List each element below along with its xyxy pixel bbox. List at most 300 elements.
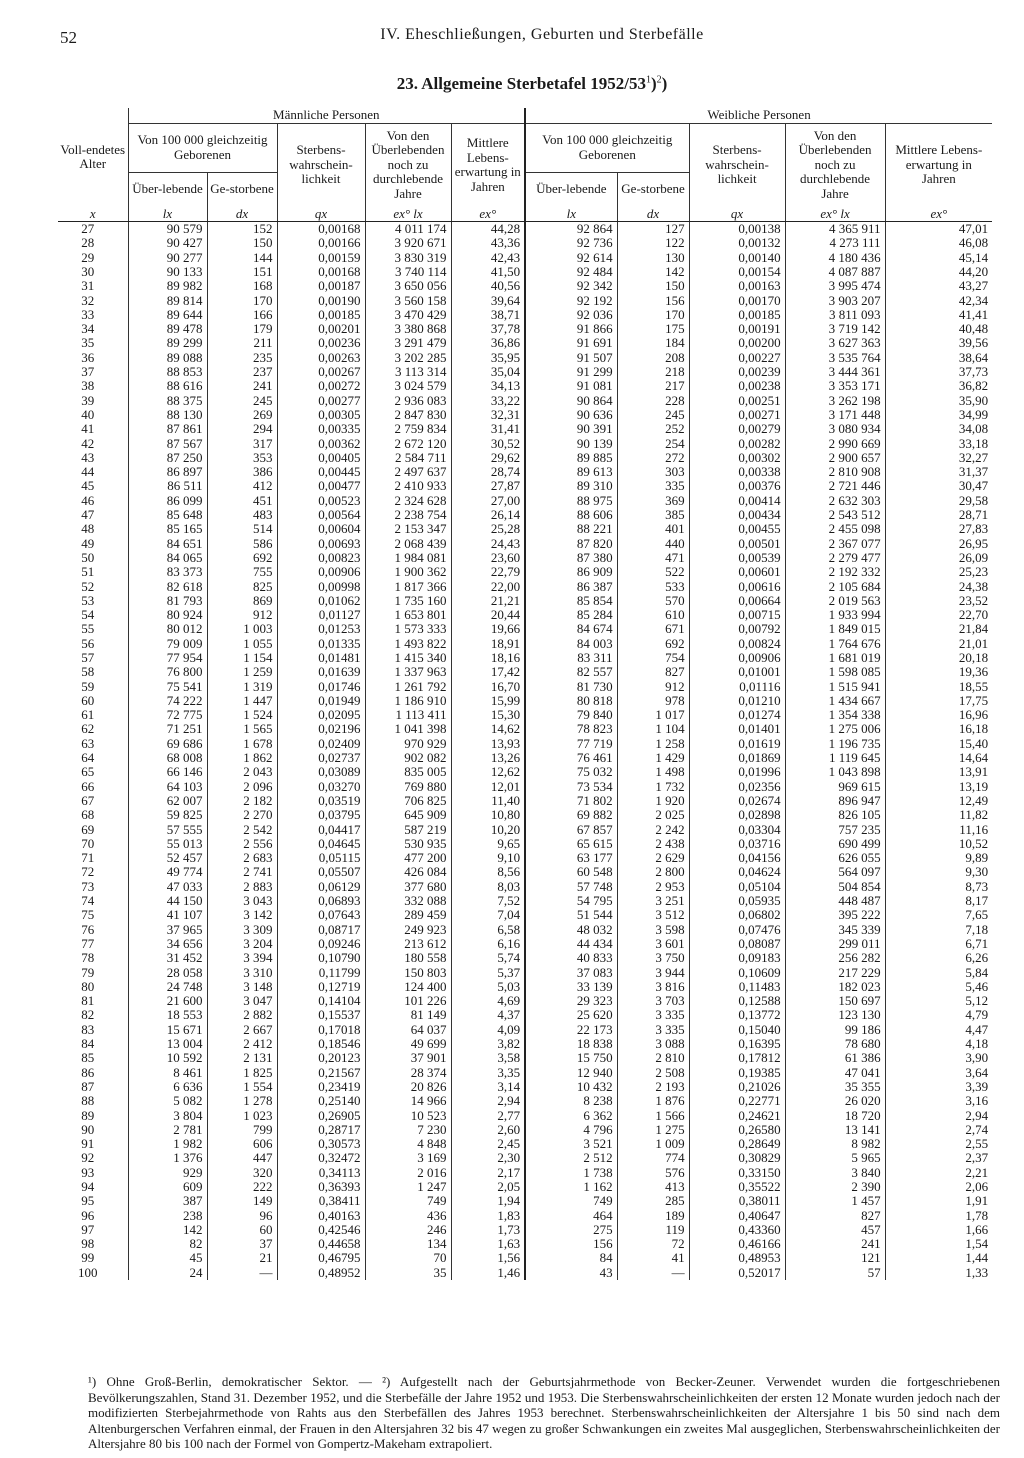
cell-female-survivors: 10 432 [525, 1080, 617, 1094]
cell-female-survivors: 2 512 [525, 1151, 617, 1165]
cell-male-deaths: 3 043 [207, 894, 277, 908]
cell-female-survivors: 156 [525, 1237, 617, 1251]
cell-male-prob: 0,21567 [277, 1066, 365, 1080]
header-female-survivors: Über-lebende [525, 172, 617, 207]
header-female-group: Weibliche Personen [525, 108, 992, 123]
sym-x: x [58, 207, 128, 222]
cell-male-survivors: 62 007 [128, 794, 207, 808]
cell-male-prob: 0,01062 [277, 594, 365, 608]
table-row [58, 865, 992, 879]
sym-female-ex: ex° [885, 207, 992, 222]
cell-male-prob: 0,01746 [277, 680, 365, 694]
cell-female-survivors: 25 620 [525, 1008, 617, 1022]
cell-male-expectancy: 15,99 [451, 694, 525, 708]
header-age: Voll-endetes Alter [60, 141, 126, 172]
cell-male-prob: 0,00906 [277, 565, 365, 579]
cell-female-prob: 0,01869 [689, 751, 785, 765]
cell-male-deaths: 1 259 [207, 665, 277, 679]
cell-female-prob: 0,00414 [689, 494, 785, 508]
cell-female-prob: 0,01996 [689, 765, 785, 779]
cell-male-deaths: 2 412 [207, 1037, 277, 1051]
cell-female-prob: 0,21026 [689, 1080, 785, 1094]
cell-female-remaining: 2 279 477 [785, 551, 885, 565]
cell-female-expectancy: 39,56 [885, 336, 992, 350]
cell-female-remaining: 1 196 735 [785, 737, 885, 751]
table-row [58, 1051, 992, 1065]
cell-female-deaths: 533 [617, 580, 689, 594]
cell-female-survivors: 84 003 [525, 637, 617, 651]
cell-female-deaths: 252 [617, 422, 689, 436]
cell-age: 27 [81, 221, 95, 237]
cell-female-expectancy: 43,27 [885, 279, 992, 293]
table-row [58, 322, 992, 336]
cell-female-deaths: 2 025 [617, 808, 689, 822]
cell-female-remaining: 256 282 [785, 951, 885, 965]
cell-male-deaths: 3 148 [207, 980, 277, 994]
cell-male-expectancy: 4,09 [451, 1023, 525, 1037]
table-row [58, 379, 992, 393]
cell-male-survivors: 68 008 [128, 751, 207, 765]
cell-male-prob: 0,00604 [277, 522, 365, 536]
cell-age: 58 [81, 664, 95, 680]
cell-male-survivors: 5 082 [128, 1094, 207, 1108]
cell-female-prob: 0,00616 [689, 580, 785, 594]
table-row [58, 236, 992, 250]
cell-female-deaths: 254 [617, 437, 689, 451]
cell-female-remaining: 2 019 563 [785, 594, 885, 608]
cell-female-prob: 0,43360 [689, 1223, 785, 1237]
cell-male-expectancy: 1,56 [451, 1251, 525, 1265]
cell-male-remaining: 2 410 933 [365, 479, 451, 493]
cell-male-prob: 0,04417 [277, 823, 365, 837]
cell-female-prob: 0,00271 [689, 408, 785, 422]
cell-age: 89 [81, 1107, 95, 1123]
cell-male-survivors: 80 012 [128, 622, 207, 636]
cell-female-deaths: 1 566 [617, 1109, 689, 1123]
cell-age: 54 [81, 607, 95, 623]
cell-male-survivors: 10 592 [128, 1051, 207, 1065]
cell-male-survivors: 2 781 [128, 1123, 207, 1137]
cell-female-expectancy: 30,47 [885, 479, 992, 493]
cell-male-expectancy: 1,94 [451, 1194, 525, 1208]
footnote-text: ¹) Ohne Groß-Berlin, demokratischer Sektor. — ²) Aufgestellt nach der Geburtsjahrmethode von Becker-Zeuner. Verwendet wurden die fortgeschriebenen Bevölkerungszahlen, Stand 31. Dezember 1952, und die Sterbefälle der Jahre 1952 und 1953. Die Sterbenswahrscheinlichkeiten der ersten 12 Monate wurden jedoch nach der modifizierten Sterbejahrmethode von Rahts aus den Sterbefällen des Jahres 1953 berechnet. Sterbenswahrscheinlichkeiten der Altersjahre 1 bis 50 sind nach dem Altenburgerschen Verfahren einmal, der Frauen in den Altersjahren 32 bis 47 wegen zu großer Schwankungen ein zweites Mal ausgeglichen, Sterbenswahrscheinlichkeiten der Altersjahre 80 bis 100 nach der Formel von Gompertz-Makeham extrapoliert. [88, 1374, 1000, 1451]
cell-male-remaining: 426 084 [365, 865, 451, 879]
cell-male-remaining: 49 699 [365, 1037, 451, 1051]
cell-male-deaths: 1 565 [207, 722, 277, 736]
cell-female-survivors: 48 032 [525, 923, 617, 937]
cell-age: 45 [81, 478, 95, 494]
cell-male-survivors: 90 427 [128, 236, 207, 250]
cell-male-prob: 0,11799 [277, 966, 365, 980]
cell-female-expectancy: 41,41 [885, 308, 992, 322]
cell-female-expectancy: 1,91 [885, 1194, 992, 1208]
header-male-remaining: Von den Überlebenden noch zu durchlebende Jahre [365, 123, 451, 207]
cell-male-remaining: 1 984 081 [365, 551, 451, 565]
cell-male-remaining: 4 011 174 [365, 222, 451, 237]
cell-female-survivors: 85 854 [525, 594, 617, 608]
cell-age: 98 [81, 1236, 95, 1252]
cell-female-survivors: 91 866 [525, 322, 617, 336]
cell-female-survivors: 89 613 [525, 465, 617, 479]
cell-age: 90 [81, 1121, 95, 1137]
cell-male-expectancy: 17,42 [451, 665, 525, 679]
cell-female-prob: 0,00539 [689, 551, 785, 565]
cell-male-remaining: 64 037 [365, 1023, 451, 1037]
cell-male-remaining: 2 936 083 [365, 394, 451, 408]
cell-female-survivors: 275 [525, 1223, 617, 1237]
cell-age: 66 [81, 778, 95, 794]
cell-age: 93 [81, 1164, 95, 1180]
cell-male-survivors: 47 033 [128, 880, 207, 894]
cell-female-expectancy: 22,70 [885, 608, 992, 622]
cell-female-expectancy: 27,83 [885, 522, 992, 536]
cell-female-deaths: 413 [617, 1180, 689, 1194]
cell-male-remaining: 477 200 [365, 851, 451, 865]
cell-female-expectancy: 47,01 [885, 222, 992, 237]
cell-female-remaining: 3 080 934 [785, 422, 885, 436]
table-row [58, 465, 992, 479]
cell-male-prob: 0,17018 [277, 1023, 365, 1037]
cell-male-expectancy: 37,78 [451, 322, 525, 336]
cell-male-remaining: 14 966 [365, 1094, 451, 1108]
cell-male-survivors: 88 130 [128, 408, 207, 422]
cell-female-deaths: 774 [617, 1151, 689, 1165]
cell-age: 97 [81, 1221, 95, 1237]
cell-male-prob: 0,18546 [277, 1037, 365, 1051]
cell-male-survivors: 89 088 [128, 351, 207, 365]
cell-male-remaining: 1 041 398 [365, 722, 451, 736]
cell-age: 57 [81, 650, 95, 665]
cell-male-deaths: 166 [207, 308, 277, 322]
cell-age: 83 [81, 1021, 95, 1037]
table-row [58, 1223, 992, 1237]
cell-female-deaths: 912 [617, 680, 689, 694]
cell-male-deaths: 412 [207, 479, 277, 493]
cell-female-prob: 0,01401 [689, 722, 785, 736]
cell-female-remaining: 457 [785, 1223, 885, 1237]
cell-age: 36 [81, 349, 95, 365]
cell-male-expectancy: 35,04 [451, 365, 525, 379]
cell-male-expectancy: 5,74 [451, 951, 525, 965]
cell-male-survivors: 57 555 [128, 823, 207, 837]
cell-female-survivors: 78 823 [525, 722, 617, 736]
cell-female-remaining: 18 720 [785, 1109, 885, 1123]
cell-female-expectancy: 3,16 [885, 1094, 992, 1108]
cell-male-expectancy: 2,94 [451, 1094, 525, 1108]
cell-female-deaths: 208 [617, 351, 689, 365]
cell-male-prob: 0,40163 [277, 1209, 365, 1223]
cell-male-prob: 0,25140 [277, 1094, 365, 1108]
cell-female-expectancy: 15,40 [885, 737, 992, 751]
cell-female-deaths: 978 [617, 694, 689, 708]
cell-female-deaths: 3 512 [617, 908, 689, 922]
cell-female-remaining: 78 680 [785, 1037, 885, 1051]
cell-female-prob: 0,07476 [689, 923, 785, 937]
cell-male-deaths: 3 142 [207, 908, 277, 922]
cell-male-remaining: 706 825 [365, 794, 451, 808]
cell-female-survivors: 63 177 [525, 851, 617, 865]
cell-female-survivors: 84 674 [525, 622, 617, 636]
cell-female-expectancy: 23,52 [885, 594, 992, 608]
cell-male-survivors: 89 299 [128, 336, 207, 350]
cell-female-deaths: 272 [617, 451, 689, 465]
cell-female-remaining: 564 097 [785, 865, 885, 879]
table-row [58, 880, 992, 894]
header-female-expectancy: Mittlere Lebens-erwartung in Jahren [885, 123, 992, 207]
cell-female-survivors: 89 310 [525, 479, 617, 493]
cell-male-remaining: 3 380 868 [365, 322, 451, 336]
cell-male-expectancy: 12,01 [451, 780, 525, 794]
cell-female-expectancy: 11,16 [885, 823, 992, 837]
cell-male-expectancy: 1,46 [451, 1266, 525, 1280]
cell-female-deaths: 2 800 [617, 865, 689, 879]
cell-female-deaths: 119 [617, 1223, 689, 1237]
table-row [58, 794, 992, 808]
table-row [58, 608, 992, 622]
cell-female-deaths: 1 275 [617, 1123, 689, 1137]
cell-female-prob: 0,00185 [689, 308, 785, 322]
cell-male-remaining: 134 [365, 1237, 451, 1251]
cell-male-prob: 0,28717 [277, 1123, 365, 1137]
cell-female-survivors: 77 719 [525, 737, 617, 751]
cell-female-prob: 0,00501 [689, 537, 785, 551]
cell-male-expectancy: 18,91 [451, 637, 525, 651]
cell-male-expectancy: 29,62 [451, 451, 525, 465]
cell-female-deaths: 3 703 [617, 994, 689, 1008]
table-title-text: 23. Allgemeine Sterbetafel 1952/53 [396, 74, 646, 93]
cell-female-remaining: 345 339 [785, 923, 885, 937]
cell-male-deaths: 2 556 [207, 837, 277, 851]
cell-age: 100 [78, 1264, 98, 1280]
cell-female-prob: 0,00170 [689, 294, 785, 308]
cell-female-deaths: 471 [617, 551, 689, 565]
cell-age: 48 [81, 521, 95, 537]
cell-female-remaining: 827 [785, 1209, 885, 1223]
cell-female-remaining: 61 386 [785, 1051, 885, 1065]
cell-female-survivors: 12 940 [525, 1066, 617, 1080]
cell-male-expectancy: 14,62 [451, 722, 525, 736]
cell-male-survivors: 86 099 [128, 494, 207, 508]
cell-female-deaths: 827 [617, 665, 689, 679]
cell-female-deaths: 245 [617, 408, 689, 422]
table-row [58, 265, 992, 279]
cell-male-expectancy: 25,28 [451, 522, 525, 536]
footnotes [88, 1374, 1000, 1452]
cell-male-remaining: 124 400 [365, 980, 451, 994]
cell-female-remaining: 299 011 [785, 937, 885, 951]
cell-female-remaining: 1 598 085 [785, 665, 885, 679]
cell-male-prob: 0,01639 [277, 665, 365, 679]
cell-male-expectancy: 2,17 [451, 1166, 525, 1180]
cell-male-deaths: 1 524 [207, 708, 277, 722]
cell-female-prob: 0,15040 [689, 1023, 785, 1037]
cell-female-remaining: 1 933 994 [785, 608, 885, 622]
cell-female-deaths: 2 438 [617, 837, 689, 851]
cell-male-expectancy: 22,00 [451, 580, 525, 594]
cell-female-prob: 0,00434 [689, 508, 785, 522]
cell-male-remaining: 530 935 [365, 837, 451, 851]
cell-female-expectancy: 21,84 [885, 622, 992, 636]
cell-female-prob: 0,05935 [689, 894, 785, 908]
cell-female-deaths: 401 [617, 522, 689, 536]
cell-male-expectancy: 4,37 [451, 1008, 525, 1022]
cell-male-survivors: 45 [128, 1251, 207, 1265]
cell-male-expectancy: 8,03 [451, 880, 525, 894]
cell-female-expectancy: 36,82 [885, 379, 992, 393]
cell-female-survivors: 33 139 [525, 980, 617, 994]
cell-age: 42 [81, 435, 95, 451]
cell-age: 69 [81, 821, 95, 837]
cell-female-expectancy: 8,73 [885, 880, 992, 894]
table-row [58, 1151, 992, 1165]
cell-male-expectancy: 18,16 [451, 651, 525, 665]
cell-female-survivors: 92 736 [525, 236, 617, 250]
cell-female-survivors: 92 484 [525, 265, 617, 279]
cell-male-remaining: 213 612 [365, 937, 451, 951]
cell-female-remaining: 1 119 645 [785, 751, 885, 765]
cell-male-expectancy: 35,95 [451, 351, 525, 365]
cell-female-remaining: 3 719 142 [785, 322, 885, 336]
cell-female-deaths: 3 088 [617, 1037, 689, 1051]
table-row [58, 737, 992, 751]
cell-male-survivors: 13 004 [128, 1037, 207, 1051]
cell-female-remaining: 2 105 684 [785, 580, 885, 594]
table-body [58, 222, 992, 1280]
table-header [58, 108, 992, 222]
cell-male-survivors: 84 651 [128, 537, 207, 551]
sym-female-lx: lx [525, 207, 617, 222]
cell-female-prob: 0,12588 [689, 994, 785, 1008]
cell-female-deaths: 3 335 [617, 1008, 689, 1022]
cell-female-expectancy: 16,18 [885, 722, 992, 736]
cell-male-prob: 0,15537 [277, 1008, 365, 1022]
cell-female-prob: 0,02674 [689, 794, 785, 808]
cell-male-expectancy: 27,87 [451, 479, 525, 493]
cell-female-survivors: 82 557 [525, 665, 617, 679]
header-female-prob: Sterbens-wahrschein-lichkeit [689, 123, 785, 207]
table-row [58, 451, 992, 465]
cell-female-deaths: 285 [617, 1194, 689, 1208]
cell-male-survivors: 387 [128, 1194, 207, 1208]
cell-female-survivors: 89 885 [525, 451, 617, 465]
cell-male-survivors: 64 103 [128, 780, 207, 794]
table-row [58, 1194, 992, 1208]
cell-age: 32 [81, 292, 95, 308]
cell-male-prob: 0,00998 [277, 580, 365, 594]
cell-female-prob: 0,38011 [689, 1194, 785, 1208]
table-row [58, 508, 992, 522]
cell-male-survivors: 15 671 [128, 1023, 207, 1037]
cell-female-remaining: 35 355 [785, 1080, 885, 1094]
cell-female-deaths: 122 [617, 236, 689, 250]
cell-male-prob: 0,00305 [277, 408, 365, 422]
cell-female-deaths: 3 816 [617, 980, 689, 994]
table-row [58, 580, 992, 594]
cell-female-remaining: 2 367 077 [785, 537, 885, 551]
cell-male-survivors: 86 511 [128, 479, 207, 493]
table-row [58, 1080, 992, 1094]
cell-male-deaths: 2 131 [207, 1051, 277, 1065]
cell-age: 85 [81, 1050, 95, 1066]
cell-age: 59 [81, 678, 95, 694]
cell-female-prob: 0,13772 [689, 1008, 785, 1022]
header-female-deaths: Ge-storbene [617, 172, 689, 207]
cell-female-deaths: 150 [617, 279, 689, 293]
cell-male-deaths: 2 667 [207, 1023, 277, 1037]
cell-female-expectancy: 38,64 [885, 351, 992, 365]
cell-age: 49 [81, 535, 95, 551]
cell-male-remaining: 769 880 [365, 780, 451, 794]
table-row [58, 408, 992, 422]
cell-female-expectancy: 11,82 [885, 808, 992, 822]
table-row [58, 851, 992, 865]
cell-female-survivors: 40 833 [525, 951, 617, 965]
cell-male-deaths: 1 554 [207, 1080, 277, 1094]
cell-female-prob: 0,16395 [689, 1037, 785, 1051]
cell-male-prob: 0,00335 [277, 422, 365, 436]
cell-male-deaths: 2 096 [207, 780, 277, 794]
cell-male-remaining: 436 [365, 1209, 451, 1223]
cell-male-deaths: 451 [207, 494, 277, 508]
cell-male-expectancy: 10,80 [451, 808, 525, 822]
table-row [58, 1094, 992, 1108]
cell-female-survivors: 51 544 [525, 908, 617, 922]
cell-female-survivors: 76 461 [525, 751, 617, 765]
cell-male-prob: 0,01481 [277, 651, 365, 665]
cell-male-expectancy: 41,50 [451, 265, 525, 279]
cell-female-expectancy: 26,09 [885, 551, 992, 565]
cell-female-remaining: 182 023 [785, 980, 885, 994]
table-row [58, 336, 992, 350]
cell-male-expectancy: 10,20 [451, 823, 525, 837]
cell-male-survivors: 87 861 [128, 422, 207, 436]
cell-male-expectancy: 6,58 [451, 923, 525, 937]
cell-female-remaining: 3 353 171 [785, 379, 885, 393]
cell-age: 62 [81, 721, 95, 737]
cell-male-deaths: 1 055 [207, 637, 277, 651]
cell-female-remaining: 1 275 006 [785, 722, 885, 736]
cell-female-deaths: 692 [617, 637, 689, 651]
cell-female-expectancy: 14,64 [885, 751, 992, 765]
cell-male-survivors: 77 954 [128, 651, 207, 665]
cell-female-survivors: 8 238 [525, 1094, 617, 1108]
cell-female-expectancy: 2,37 [885, 1151, 992, 1165]
cell-male-deaths: 168 [207, 279, 277, 293]
cell-age: 61 [81, 707, 95, 723]
cell-female-expectancy: 13,19 [885, 780, 992, 794]
cell-male-remaining: 246 [365, 1223, 451, 1237]
header-male-group: Männliche Personen [128, 108, 525, 123]
cell-female-remaining: 1 354 338 [785, 708, 885, 722]
cell-female-remaining: 1 457 [785, 1194, 885, 1208]
cell-male-expectancy: 43,36 [451, 236, 525, 250]
cell-female-expectancy: 3,64 [885, 1066, 992, 1080]
cell-male-survivors: 85 648 [128, 508, 207, 522]
cell-age: 67 [81, 792, 95, 808]
cell-male-expectancy: 21,21 [451, 594, 525, 608]
cell-female-expectancy: 12,49 [885, 794, 992, 808]
cell-female-expectancy: 1,78 [885, 1209, 992, 1223]
cell-male-expectancy: 2,45 [451, 1137, 525, 1151]
table-row [58, 765, 992, 779]
cell-male-remaining: 3 560 158 [365, 294, 451, 308]
cell-male-prob: 0,14104 [277, 994, 365, 1008]
cell-male-prob: 0,02409 [277, 737, 365, 751]
cell-male-expectancy: 3,82 [451, 1037, 525, 1051]
cell-female-survivors: 464 [525, 1209, 617, 1223]
cell-female-expectancy: 32,27 [885, 451, 992, 465]
cell-female-survivors: 3 521 [525, 1137, 617, 1151]
